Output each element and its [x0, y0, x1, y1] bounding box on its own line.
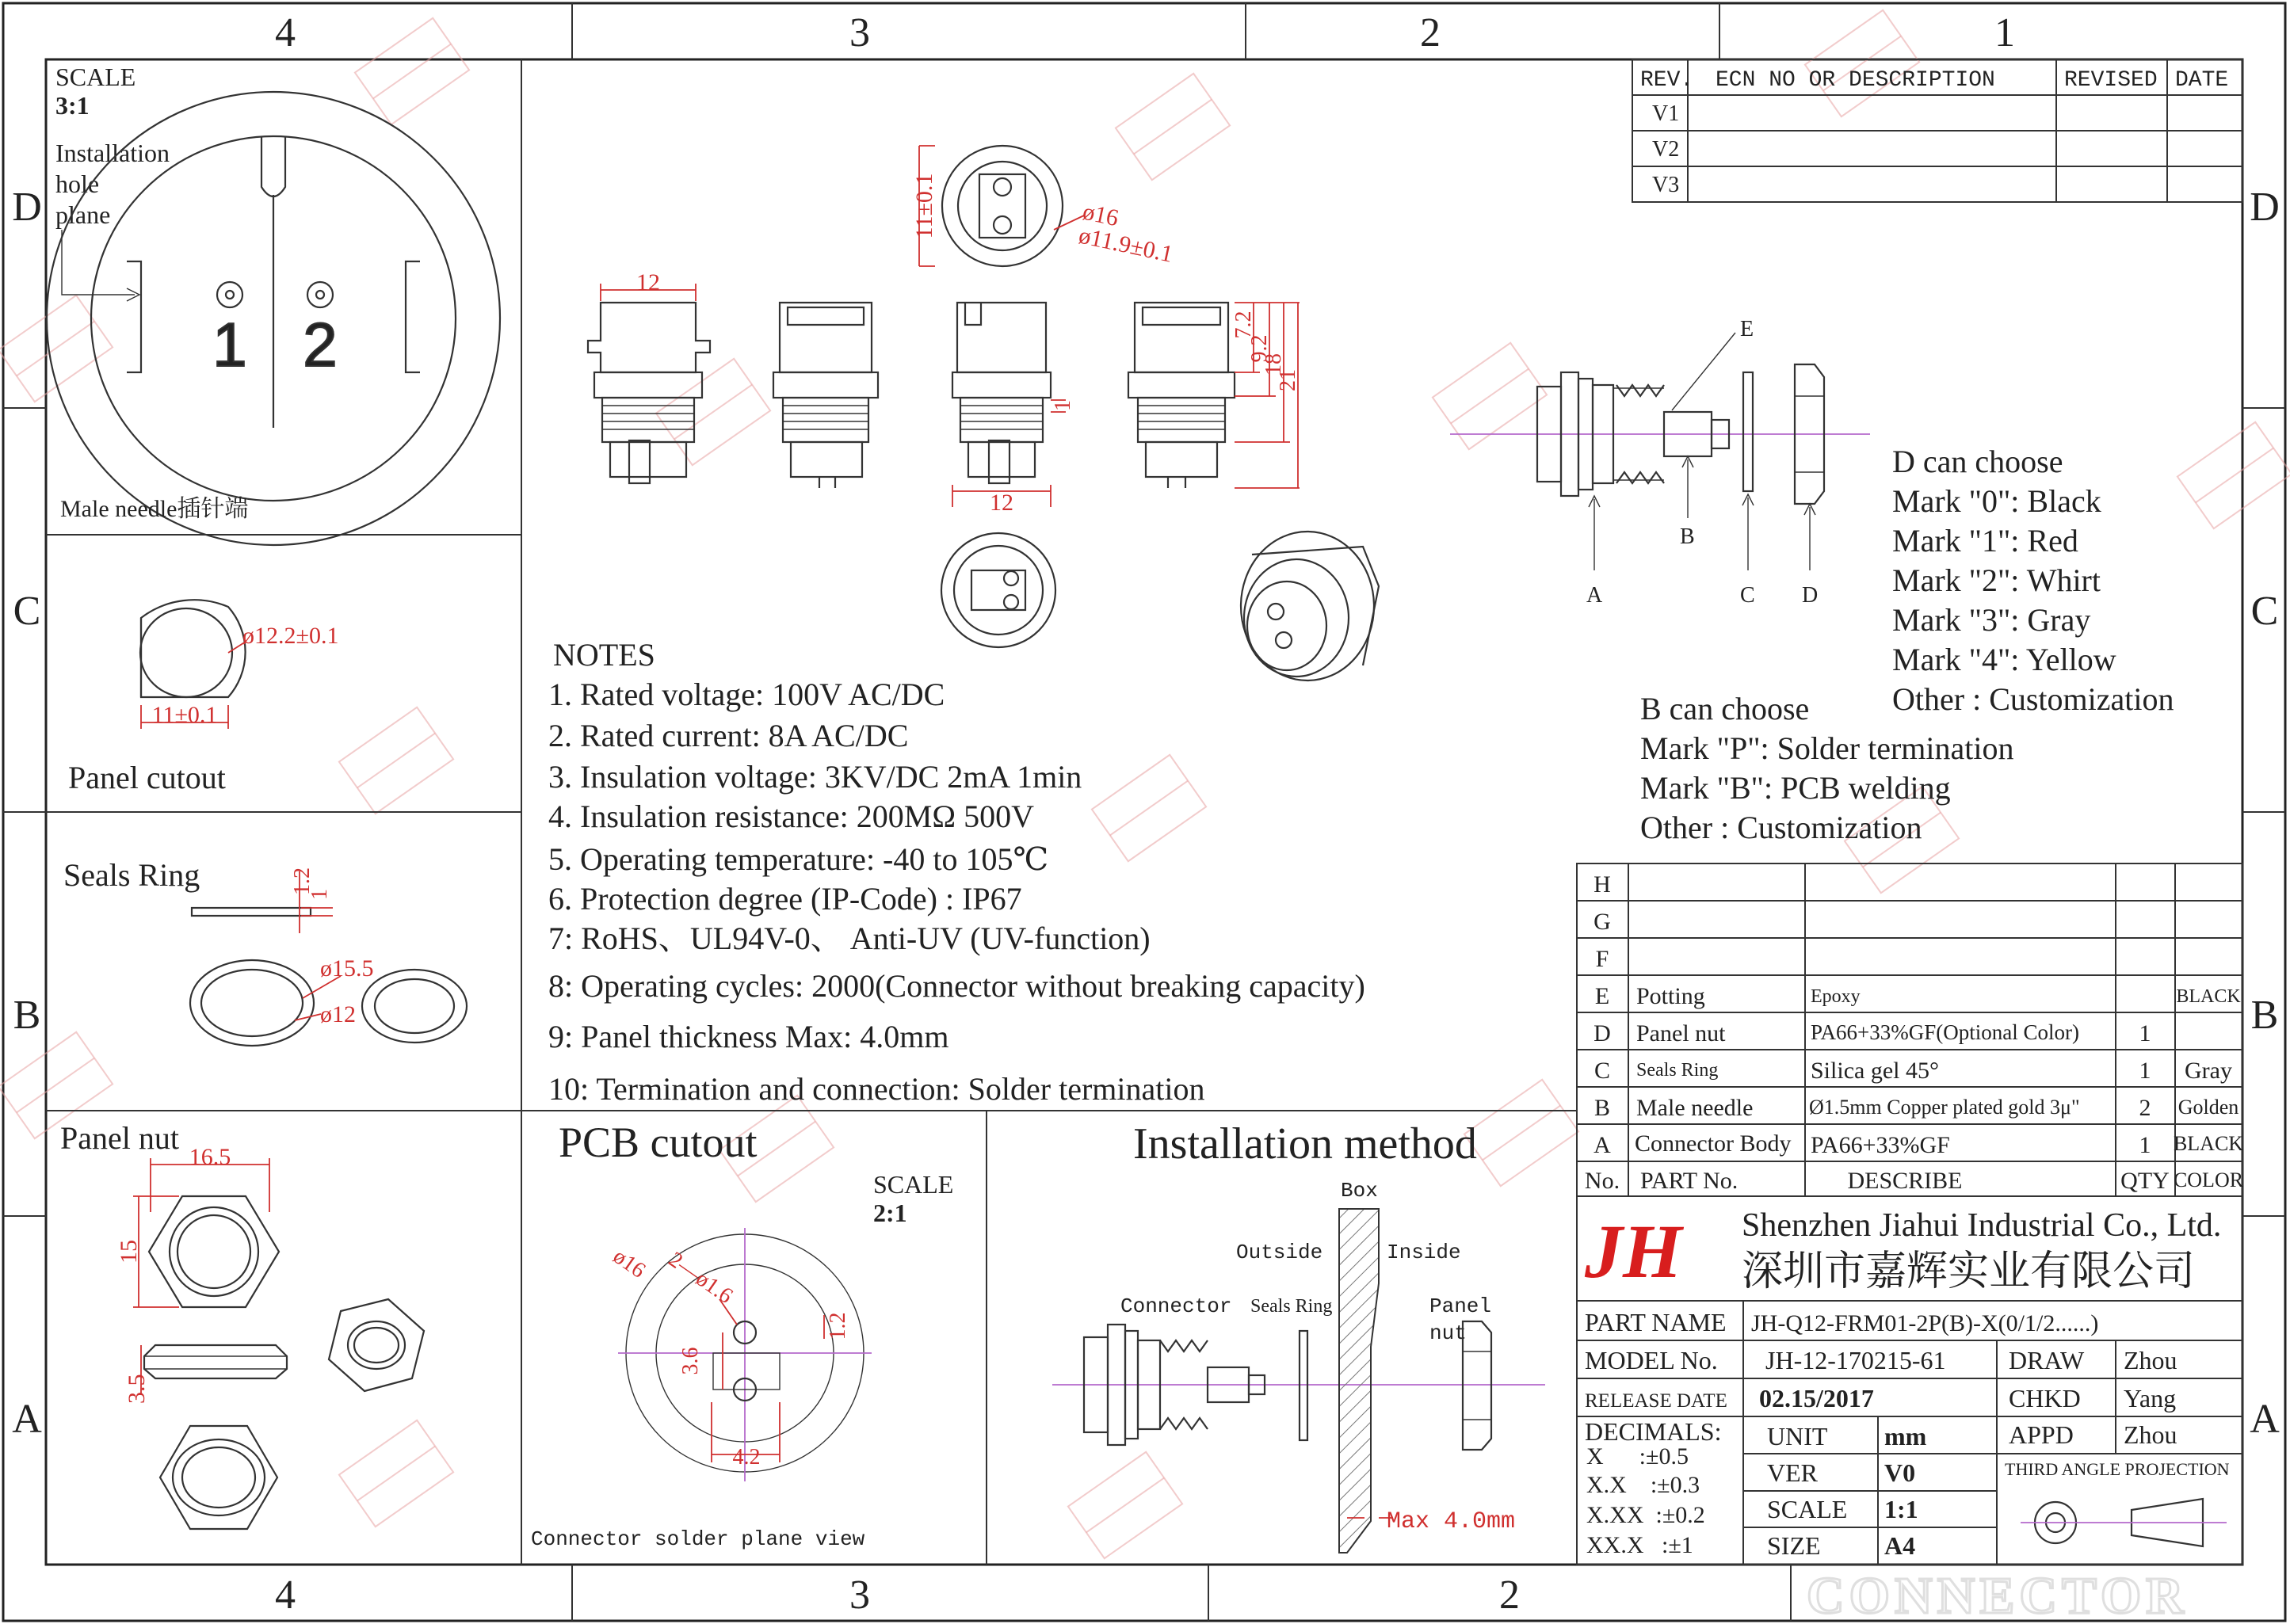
rev-row-v3: V3 — [1652, 173, 1680, 197]
bom-table — [1577, 863, 2244, 1196]
nut-title: Panel nut — [60, 1120, 179, 1156]
connector-watermark: CONNECTOR — [1807, 1567, 2189, 1624]
front-outer — [942, 146, 1063, 266]
projection-label: THIRD ANGLE PROJECTION — [2005, 1459, 2230, 1479]
panel-nut-view — [60, 1120, 424, 1529]
zone-col-1-top: 1 — [1994, 10, 2015, 55]
decimals-label: DECIMALS: — [1585, 1417, 1722, 1446]
nut-thickness: 3.5 — [124, 1374, 150, 1404]
nut-hex-front — [149, 1196, 279, 1307]
d-choose-3: Mark "2": Whirt — [1892, 562, 2101, 598]
appd: Zhou — [2124, 1420, 2177, 1449]
seal-ring-front — [190, 960, 314, 1046]
bom-c-no: C — [1593, 1058, 1611, 1084]
pcb-scale-value: 2:1 — [873, 1199, 907, 1227]
decimals-1: X :±0.5 — [1586, 1443, 1689, 1470]
cutout-flat: 11±0.1 — [151, 702, 218, 728]
pcb-holes: 2—ø1.6 — [663, 1247, 738, 1309]
bom-c-part: Seals Ring — [1636, 1060, 1719, 1081]
note-2: 2. Rated current: 8A AC/DC — [548, 718, 909, 753]
nut-iso-1 — [329, 1299, 424, 1391]
note-10: 10: Termination and connection: Solder termination — [548, 1071, 1205, 1107]
pcb-pitch: 3.6 — [678, 1347, 703, 1375]
install-outside: Outside — [1236, 1241, 1323, 1264]
pin-1-icon — [217, 282, 242, 307]
seals-thick-2: 1 — [307, 889, 332, 900]
release: 02.15/2017 — [1759, 1384, 1874, 1412]
logo: JH — [1585, 1209, 1682, 1294]
note-5: 5. Operating temperature: -40 to 105℃ — [548, 841, 1049, 877]
install-label-2: hole — [55, 170, 100, 198]
side-width-2: 12 — [990, 490, 1013, 516]
b-choose-2: Mark "B": PCB welding — [1640, 770, 1951, 806]
size: A4 — [1884, 1531, 1916, 1560]
male-caption: Male needle插针端 — [60, 496, 249, 522]
zone-row-b-left: B — [13, 993, 41, 1038]
exploded-view — [1450, 317, 1870, 608]
zone-col-2-bottom: 2 — [1499, 1573, 1520, 1618]
bom-d-no: D — [1593, 1020, 1611, 1046]
seals-title: Seals Ring — [63, 857, 200, 893]
bom-c-color: Gray — [2185, 1058, 2232, 1084]
male-scale-value: 3:1 — [55, 91, 90, 120]
note-9: 9: Panel thickness Max: 4.0mm — [548, 1019, 949, 1054]
pcb-dia: ø16 — [608, 1244, 651, 1283]
cutout-dia: ø12.2±0.1 — [242, 623, 339, 649]
front-d1: ø16 — [1080, 198, 1121, 232]
rear-view — [941, 533, 1055, 647]
notes — [548, 637, 1365, 1107]
main-views — [588, 146, 1379, 680]
bom-a-no: A — [1593, 1132, 1611, 1158]
b-choose-1: Mark "P": Solder termination — [1640, 730, 2014, 766]
pcb-title: PCB cutout — [559, 1119, 758, 1166]
pin-2-icon — [307, 282, 333, 307]
install-label-3: plane — [55, 200, 111, 229]
install-title: Installation method — [1133, 1119, 1477, 1168]
ver: V0 — [1884, 1458, 1916, 1487]
install-max: Max 4.0mm — [1387, 1508, 1516, 1535]
bom-a-desc: PA66+33%GF — [1811, 1132, 1950, 1158]
projection-icon — [2021, 1499, 2227, 1546]
rev-h-desc: ECN NO OR DESCRIPTION — [1716, 68, 1995, 93]
zone-col-4-bottom: 4 — [275, 1573, 296, 1618]
bom-c-desc: Silica gel 45° — [1811, 1058, 1939, 1084]
bom-d-desc: PA66+33%GF(Optional Color) — [1811, 1020, 2079, 1044]
bom-b-qty: 2 — [2139, 1095, 2151, 1121]
explode-seal — [1743, 372, 1753, 491]
model-label: MODEL No. — [1585, 1346, 1718, 1374]
bom-h-desc: DESCRIBE — [1847, 1168, 1963, 1194]
bom-g: G — [1593, 909, 1611, 935]
side-view-2 — [780, 303, 872, 372]
bom-h-no: No. — [1584, 1168, 1620, 1194]
front-h-dim: 11±0.1 — [911, 173, 937, 239]
zone-row-c-left: C — [13, 589, 41, 634]
front-d2: ø11.9±0.1 — [1076, 222, 1176, 268]
pcb-off: 1.2 — [826, 1312, 850, 1340]
installation-view — [1052, 1119, 1545, 1553]
note-7: 7: RoHS、UL94V-0、 Anti-UV (UV-function) — [548, 921, 1151, 956]
male-scale-label: SCALE — [55, 63, 136, 91]
unit-label: UNIT — [1767, 1422, 1828, 1451]
seals-outer: ø15.5 — [320, 955, 374, 982]
explode-b: B — [1680, 524, 1695, 549]
explode-c: C — [1740, 583, 1755, 608]
d-choose-title: D can choose — [1892, 444, 2063, 479]
rev-row-v2: V2 — [1652, 137, 1680, 162]
bom-h-qty: QTY — [2120, 1168, 2170, 1194]
d-choose-2: Mark "1": Red — [1892, 523, 2078, 558]
bom-d-part: Panel nut — [1636, 1020, 1726, 1046]
note-4: 4. Insulation resistance: 200MΩ 500V — [548, 799, 1034, 834]
chkd: Yang — [2124, 1384, 2177, 1412]
bom-a-color: BLACK — [2173, 1132, 2244, 1155]
draw-label: DRAW — [2009, 1346, 2085, 1374]
zone-row-d-left: D — [12, 185, 42, 230]
chkd-label: CHKD — [2009, 1384, 2081, 1412]
b-choose-3: Other : Customization — [1640, 810, 1922, 845]
pcb-scale-label: SCALE — [873, 1170, 954, 1199]
note-6: 6. Protection degree (IP-Code) : IP67 — [548, 881, 1022, 917]
install-panel-nut-2: nut — [1429, 1321, 1467, 1345]
unit: mm — [1884, 1422, 1927, 1451]
install-seals: Seals Ring — [1250, 1296, 1333, 1317]
pcb-width: 4.2 — [732, 1445, 761, 1470]
note-1: 1. Rated voltage: 100V AC/DC — [548, 677, 945, 712]
dim-h4: 21 — [1276, 369, 1300, 391]
side-width-1: 12 — [636, 269, 660, 295]
ver-label: VER — [1767, 1458, 1818, 1487]
zone-row-a-left: A — [12, 1397, 42, 1442]
d-choose-6: Other : Customization — [1892, 681, 2174, 717]
male-needle-view — [47, 63, 500, 545]
bom-d-qty: 1 — [2139, 1020, 2151, 1046]
bom-a-qty: 1 — [2139, 1132, 2151, 1158]
dim-h3: 18 — [1261, 353, 1286, 376]
install-panel-nut-1: Panel — [1429, 1294, 1492, 1318]
seals-inner: ø12 — [320, 1001, 356, 1027]
note-3: 3. Insulation voltage: 3KV/DC 2mA 1min — [548, 759, 1082, 795]
explode-a: A — [1586, 583, 1603, 608]
bom-e-part: Potting — [1636, 983, 1705, 1009]
notes-title: NOTES — [553, 637, 655, 673]
bom-f: F — [1595, 946, 1609, 972]
bom-h: H — [1593, 871, 1611, 898]
install-connector: Connector — [1120, 1294, 1232, 1318]
dim-h1: 7.2 — [1231, 311, 1256, 339]
install-inside: Inside — [1387, 1241, 1461, 1264]
bom-b-color: Golden — [2177, 1096, 2239, 1119]
release-label: RELEASE DATE — [1585, 1390, 1727, 1412]
scale: 1:1 — [1884, 1495, 1918, 1523]
title-block — [1577, 1196, 2242, 1565]
zone-row-a-right: A — [2250, 1397, 2280, 1442]
bom-e-no: E — [1594, 983, 1610, 1009]
pin-1-label: 1 — [212, 310, 247, 379]
side-small-dim: 1 — [1051, 400, 1075, 411]
nut-height: 15 — [116, 1240, 142, 1264]
explode-d: D — [1802, 583, 1819, 608]
bom-b-part: Male needle — [1636, 1095, 1754, 1121]
rev-h-date: DATE — [2175, 68, 2229, 93]
rev-h-revised: REVISED — [2064, 68, 2158, 93]
decimals-3: X.XX :±0.2 — [1586, 1502, 1705, 1528]
b-choose-title: B can choose — [1640, 691, 1810, 726]
zone-col-3-top: 3 — [849, 10, 870, 55]
size-label: SIZE — [1767, 1531, 1821, 1560]
bom-e-desc: Epoxy — [1811, 986, 1861, 1007]
part-name-label: PART NAME — [1585, 1308, 1727, 1336]
install-nut — [1463, 1321, 1491, 1450]
zone-col-2-top: 2 — [1420, 10, 1441, 55]
seals-ring-view — [63, 857, 467, 1046]
bom-h-part: PART No. — [1640, 1168, 1738, 1194]
draw: Zhou — [2124, 1346, 2177, 1374]
side-view-1 — [588, 303, 710, 372]
rev-row-v1: V1 — [1652, 101, 1680, 126]
seal-ring-iso — [362, 970, 467, 1043]
explode-e: E — [1740, 317, 1754, 341]
cutout-caption: Panel cutout — [68, 760, 226, 795]
note-8: 8: Operating cycles: 2000(Connector without breaking capacity) — [548, 968, 1365, 1004]
seals-thick-1: 1.2 — [290, 867, 315, 895]
company-en: Shenzhen Jiahui Industrial Co., Ltd. — [1742, 1207, 2222, 1244]
zone-row-c-right: C — [2250, 589, 2279, 634]
scale-label: SCALE — [1767, 1495, 1848, 1523]
decimals-4: XX.X :±1 — [1586, 1532, 1693, 1558]
bom-e-color: BLACK — [2176, 986, 2241, 1007]
revision-table — [1632, 59, 2242, 202]
nut-width: 16.5 — [189, 1144, 231, 1170]
zone-row-d-right: D — [2250, 185, 2280, 230]
bom-b-desc: Ø1.5mm Copper plated gold 3μ" — [1809, 1096, 2080, 1119]
install-box: Box — [1341, 1179, 1378, 1203]
decimals-2: X.X :±0.3 — [1586, 1472, 1700, 1498]
install-seal — [1300, 1331, 1307, 1440]
bom-c-qty: 1 — [2139, 1058, 2151, 1084]
rev-h-rev: REV. — [1640, 68, 1694, 93]
nut-side — [144, 1345, 287, 1378]
zone-col-4-top: 4 — [275, 10, 296, 55]
model: JH-12-170215-61 — [1765, 1346, 1946, 1374]
bom-a-part: Connector Body — [1635, 1130, 1792, 1157]
install-label-1: Installation — [55, 139, 170, 167]
d-choose-1: Mark "0": Black — [1892, 483, 2101, 519]
company-cn: 深圳市嘉辉实业有限公司 — [1742, 1249, 2196, 1294]
d-choose-5: Mark "4": Yellow — [1892, 642, 2116, 677]
cutout-shape — [141, 600, 246, 697]
bom-h-color: COLOR — [2173, 1168, 2244, 1191]
d-choose-4: Mark "3": Gray — [1892, 602, 2091, 638]
side-view-4 — [1135, 303, 1228, 372]
bom-b-no: B — [1593, 1095, 1611, 1121]
zone-row-b-right: B — [2250, 993, 2279, 1038]
dim-h2: 9.2 — [1247, 334, 1272, 363]
pcb-caption: Connector solder plane view — [531, 1527, 865, 1551]
install-box-wall — [1339, 1209, 1379, 1553]
pin-2-label: 2 — [303, 310, 338, 379]
option-lists — [1640, 444, 2174, 845]
panel-cutout-view — [68, 600, 338, 795]
appd-label: APPD — [2009, 1420, 2074, 1449]
side-view-3 — [957, 303, 1046, 372]
part-name: JH-Q12-FRM01-2P(B)-X(0/1/2......) — [1751, 1310, 2099, 1336]
zone-col-3-bottom: 3 — [849, 1573, 870, 1618]
nut-iso-2 — [160, 1426, 277, 1529]
